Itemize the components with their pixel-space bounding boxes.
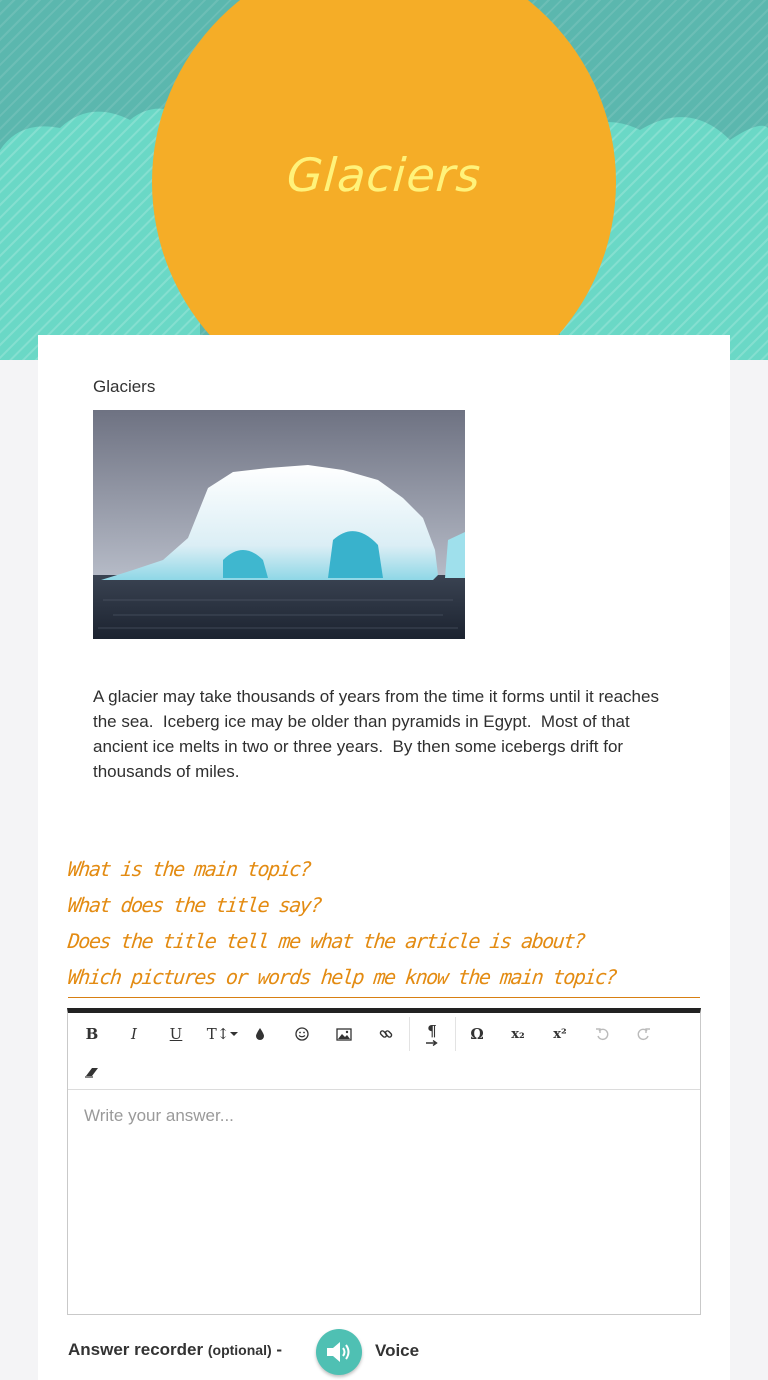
link-icon [379, 1027, 393, 1041]
bold-button[interactable]: B [85, 1025, 99, 1043]
toolbar-separator [409, 1017, 410, 1051]
arrow-right-icon [426, 1040, 438, 1046]
eraser-icon [84, 1066, 100, 1078]
insert-link-button[interactable] [371, 1019, 401, 1049]
pilcrow-label: ¶ [427, 1022, 437, 1040]
article-paragraph: A glacier may take thousands of years from the time it forms until it reaches the sea. Iceberg ice may be older than pyramids in Egypt. Most of that ancient ice melts in two or three years. By then some icebergs drift for thousands of miles. [93, 687, 664, 781]
answer-editor [67, 1008, 701, 1315]
undo-button[interactable] [587, 1019, 617, 1049]
text-color-button[interactable] [245, 1019, 275, 1049]
subscript-button[interactable]: x₂ [511, 1026, 525, 1042]
superscript-button[interactable]: x² [553, 1026, 567, 1042]
question-list [68, 851, 700, 995]
page-title: Glaciers [285, 148, 483, 202]
text-size-label: T↕ [206, 1025, 230, 1043]
italic-button[interactable]: I [131, 1025, 137, 1043]
voice-label: Voice [375, 1341, 420, 1360]
answer-textarea[interactable] [68, 1090, 700, 1308]
toolbar-separator [455, 1017, 456, 1051]
content-title: Glaciers [93, 377, 156, 396]
recorder-label-text: Answer recorder [68, 1340, 204, 1359]
recorder-dash: - [276, 1340, 283, 1359]
underline-button[interactable]: U [169, 1025, 183, 1043]
smiley-icon [295, 1027, 309, 1041]
voice-record-button[interactable] [316, 1329, 362, 1375]
special-char-button[interactable]: Ω [470, 1025, 484, 1043]
insert-image-button[interactable] [329, 1019, 359, 1049]
question-1: What is the main topic? [66, 857, 312, 881]
redo-button[interactable] [629, 1019, 659, 1049]
iceberg-image [93, 410, 465, 639]
emoji-button[interactable] [287, 1019, 317, 1049]
clear-format-button[interactable] [77, 1057, 107, 1087]
droplet-icon [254, 1027, 266, 1041]
speaker-icon [325, 1340, 353, 1364]
question-3: Does the title tell me what the article is about? [66, 929, 586, 953]
question-2: What does the title say? [66, 893, 323, 917]
header-banner [0, 0, 768, 360]
question-4: Which pictures or words help me know the main topic? [66, 965, 618, 989]
chevron-down-icon [229, 1031, 239, 1037]
text-size-dropdown[interactable] [203, 1019, 243, 1049]
content-card [38, 335, 730, 1380]
paragraph-direction-button[interactable] [417, 1019, 447, 1049]
question-divider [68, 997, 700, 998]
image-icon [336, 1028, 352, 1041]
redo-icon [637, 1027, 651, 1041]
answer-placeholder: Write your answer... [84, 1106, 234, 1125]
recorder-optional-text: (optional) [207, 1342, 272, 1358]
answer-recorder-label [68, 1340, 282, 1360]
editor-toolbar [68, 1013, 700, 1090]
undo-icon [595, 1027, 609, 1041]
